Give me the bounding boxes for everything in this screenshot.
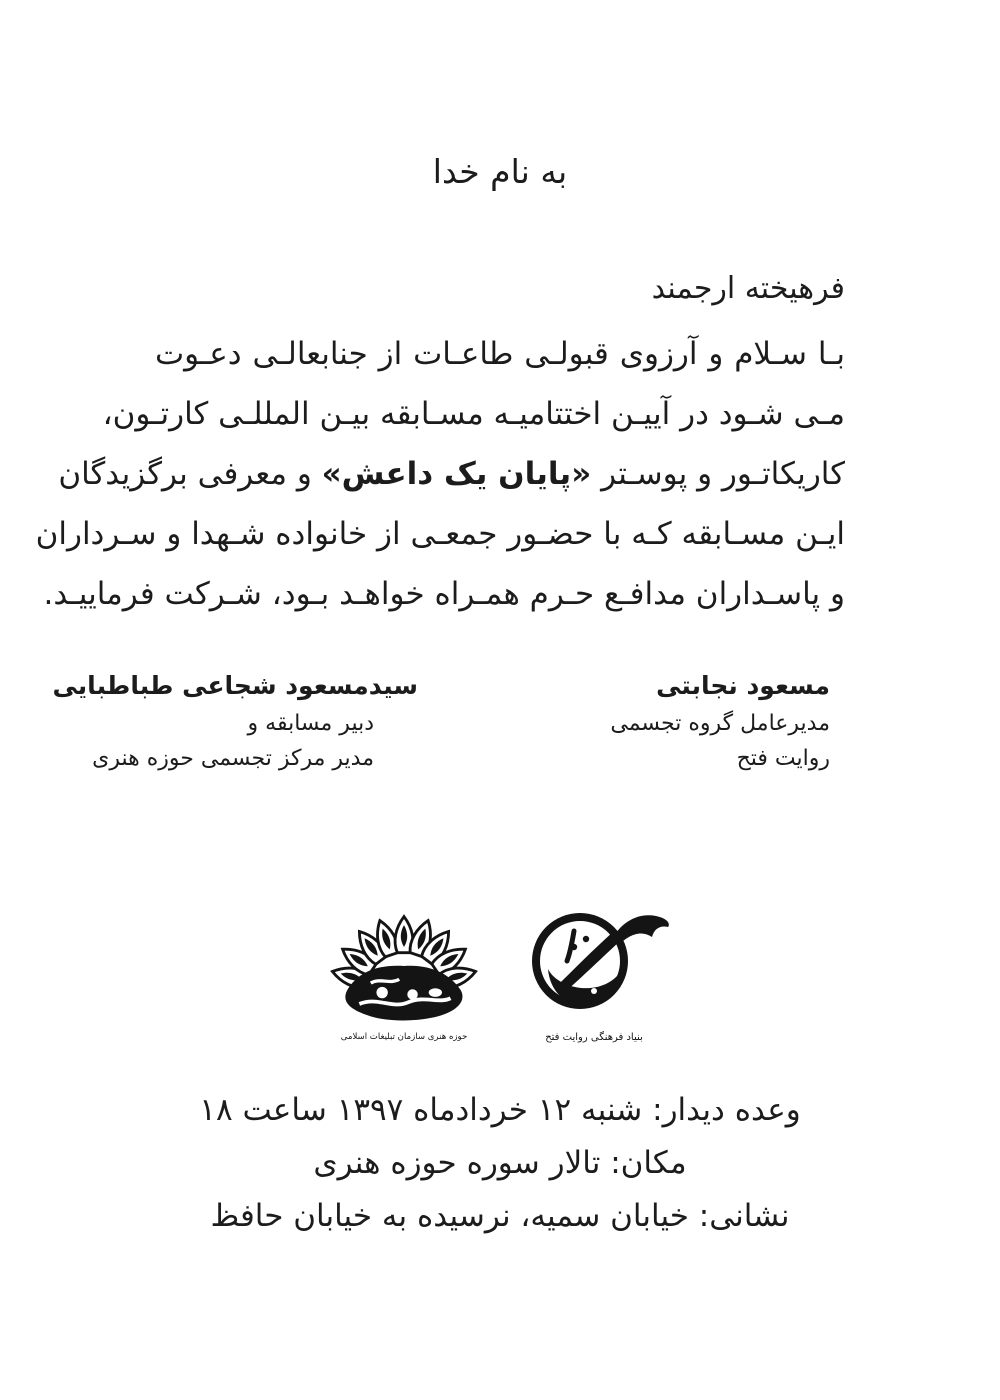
revayat-fath-caption: بنیاد فرهنگی روایت فتح: [545, 1032, 643, 1043]
letter-line-2-text: مـی شـود در آییـن اختتامیـه مسـابقه بیـن المللـی کارتـون،: [102, 396, 845, 432]
address-line: نشانی: خیابان سمیه، نرسیده به خیابان حافظ: [210, 1198, 790, 1234]
signature-block-right: [610, 666, 830, 776]
letter-line-1: [155, 324, 845, 384]
signature-left-role-1: دبیر مسابقه و: [247, 711, 374, 736]
letter-line-3-text: کاریکاتـور و پوسـتر: [591, 456, 845, 492]
revayat-fath-flag: [616, 915, 669, 941]
signature-right-name: مسعود نجابتی: [656, 671, 830, 700]
signature-right-role-2: روایت فتح: [736, 746, 830, 771]
signature-left-role-2: مدیر مرکز تجسمی حوزه هنری: [92, 746, 374, 771]
letter-line-4-text: ایـن مسـابقه کـه با حضـور جمعـی از خانواده شـهدا و سـرداران: [35, 516, 845, 552]
letter-line-1-text: بـا سـلام و آرزوی قبولـی طاعـات از جنابعالـی دعـوت: [155, 336, 845, 372]
footer-block: [0, 1084, 1000, 1243]
hozeh-honari-caption: حوزه هنری سازمان تبلیغات اسلامی: [340, 1032, 468, 1043]
letter-line-4: [35, 504, 845, 564]
signature-left-name: سیدمسعود شجاعی طباطبایی: [52, 671, 418, 700]
letter-line-3: [58, 444, 845, 504]
bismillah-text: به نام خدا: [432, 152, 568, 191]
salutation-text: فرهیخته ارجمند: [651, 271, 845, 306]
revayat-fath-logo: [522, 903, 672, 1048]
letter-body: [35, 266, 845, 624]
revayat-fath-calligraphy: [548, 931, 621, 1006]
letter-line-3-post: و معرفی برگزیدگان: [58, 456, 322, 492]
hozeh-honari-logo: [328, 903, 480, 1046]
meeting-date-line: وعده دیدار: شنبه ۱۲ خردادماه ۱۳۹۷ ساعت ۱۸: [199, 1092, 801, 1128]
letter-line-5: [43, 564, 845, 624]
contest-title-bold-phrase: «پایان یک داعش»: [321, 456, 592, 492]
signature-right-role-1: مدیرعامل گروه تجسمی: [610, 711, 830, 736]
venue-line: مکان: تالار سوره حوزه هنری: [313, 1145, 687, 1181]
signature-block-left: [53, 666, 419, 776]
logos-row: [0, 903, 1000, 1048]
letter-line-2: [102, 384, 845, 444]
letter-line-5-text: و پاسـداران مدافـع حـرم همـراه خواهـد بـود، شـرکت فرماییـد.: [43, 576, 845, 612]
